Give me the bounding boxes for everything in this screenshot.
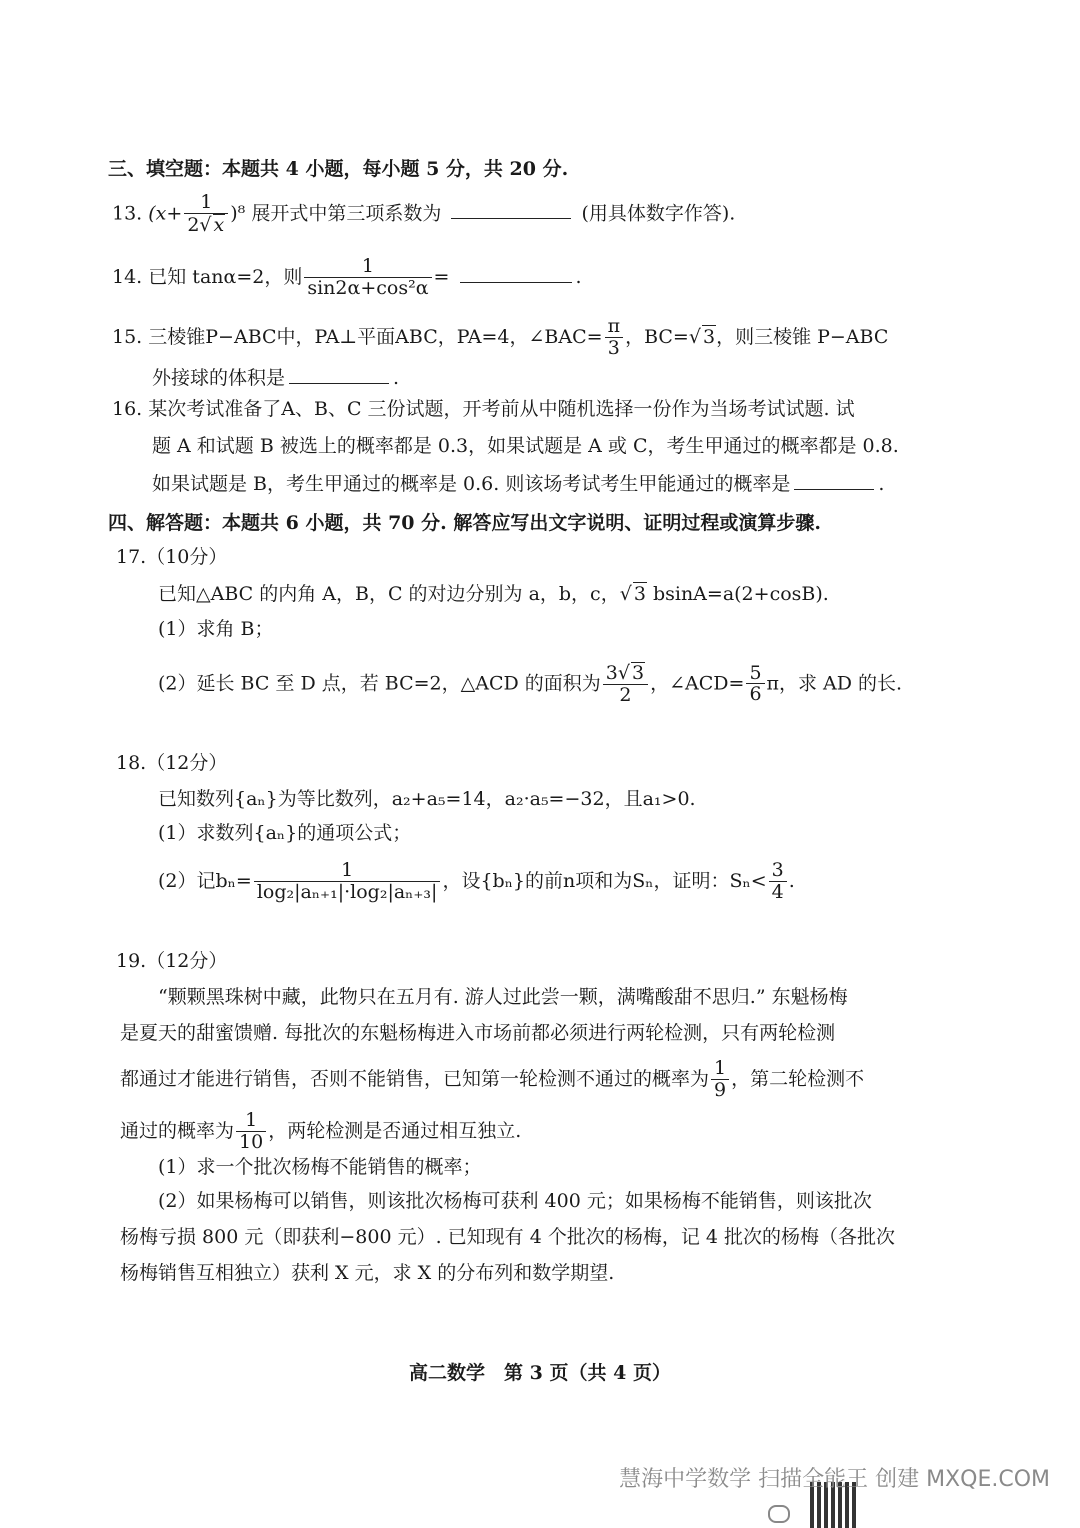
q17-area-radicand: 3 [632, 662, 645, 684]
watermark: 慧海中学数学 扫描全能王 创建 MXQE.COM [619, 1467, 1050, 1492]
q17-part-1: (1）求角 B； [158, 618, 274, 640]
q15-fraction [605, 316, 624, 360]
q14-frac-num: 1 [304, 256, 431, 278]
q18-fraction-bound [769, 860, 787, 904]
q15-answer-blank [289, 364, 389, 384]
q18-part-2-b: ，设{bₙ}的前n项和为Sₙ，证明：Sₙ< [442, 869, 767, 892]
q19-line-4-b: ，两轮检测是否通过相互独立. [268, 1119, 522, 1142]
question-14 [112, 256, 582, 300]
q14-end: . [575, 265, 582, 288]
q13-tail: (用具体数字作答). [581, 202, 736, 225]
q18-part-1: (1）求数列{aₙ}的通项公式； [158, 822, 412, 844]
q17-angle-num: 5 [746, 663, 764, 685]
q18-bound-den: 4 [771, 880, 784, 903]
q13-fraction [184, 192, 228, 237]
q19-second-num: 1 [236, 1110, 266, 1132]
q16-end: . [878, 473, 885, 495]
q19-line-3 [120, 1058, 864, 1102]
q19-part-2-line-2: 杨梅亏损 800 元（即获利−800 元）. 已知现有 4 个批次的杨梅，记 4 批次的杨梅（各批次 [120, 1226, 895, 1248]
q15-number: 15. [112, 325, 143, 348]
q17-stem-b: bsinA=a(2+cosB). [652, 583, 829, 605]
q17-part-2 [158, 662, 902, 707]
q18-part-2 [158, 860, 795, 904]
q18-part-2-a: (2）记bₙ= [158, 869, 252, 892]
q17-part-2-c: π，求 AD 的长. [766, 672, 903, 695]
q18-heading: 18.（12分） [116, 752, 228, 774]
q13-text: 展开式中第三项系数为 [251, 202, 442, 225]
q14-text: 已知 tanα=2，则 [148, 265, 303, 288]
q17-part-2-a: (2）延长 BC 至 D 点，若 BC=2，△ACD 的面积为 [158, 672, 601, 695]
question-16-line-2: 题 A 和试题 B 被选上的概率都是 0.3，如果试题是 A 或 C，考生甲通过的概率都是 0.8. [152, 435, 899, 457]
q18-bn-num: 1 [254, 860, 441, 882]
q13-exponent: )⁸ [230, 202, 246, 225]
sqrt-icon [620, 583, 632, 605]
q15-radicand: 3 [702, 325, 716, 348]
wechat-icon [768, 1505, 790, 1523]
q18-fraction-bn [254, 860, 441, 904]
q19-heading: 19.（12分） [116, 950, 228, 972]
q18-part-2-c: . [788, 869, 795, 892]
question-16-line-1 [112, 398, 855, 421]
q19-first-num: 1 [711, 1058, 729, 1080]
q19-line-2: 是夏天的甜蜜馈赠. 每批次的东魁杨梅进入市场前都必须进行两轮检测，只有两轮检测 [120, 1022, 836, 1044]
q18-stem: 已知数列{aₙ}为等比数列，a₂+a₅=14，a₂·a₅=−32，且a₁>0. [158, 788, 696, 810]
q19-part-1: (1）求一个批次杨梅不能销售的概率； [158, 1156, 482, 1178]
q15-text-b: ，BC= [625, 325, 689, 348]
q14-answer-blank [460, 263, 572, 283]
q15-text-d: 外接球的体积是 [152, 367, 286, 389]
q17-area-num [603, 662, 648, 685]
page-footer: 高二数学 第 3 页（共 4 页） [409, 1362, 671, 1384]
q13-answer-blank [451, 199, 571, 219]
q19-fraction-second [236, 1110, 266, 1154]
q19-part-2-line-1: (2）如果杨梅可以销售，则该批次杨梅可获利 400 元；如果杨梅不能销售，则该批次 [158, 1190, 872, 1212]
q17-angle-den: 6 [749, 683, 762, 706]
section-3-heading: 三、填空题：本题共 4 小题，每小题 5 分，共 20 分. [108, 158, 569, 180]
q15-text-c: ，则三棱锥 P−ABC [716, 325, 889, 348]
question-15-line-2 [152, 364, 399, 390]
q18-bound-num: 3 [769, 860, 787, 882]
question-13 [112, 192, 735, 237]
sqrt-icon [199, 214, 211, 236]
sqrt-icon [618, 662, 630, 684]
q14-number: 14. [112, 265, 143, 288]
section-4-heading: 四、解答题：本题共 6 小题，共 70 分. 解答应写出文字说明、证明过程或演算步骤. [108, 512, 821, 534]
q19-line-1: “颗颗黑珠树中藏，此物只在五月有. 游人过此尝一颗，满嘴酸甜不思归.” 东魁杨梅 [158, 986, 848, 1008]
q17-fraction-area [603, 662, 648, 707]
q16-number: 16. [112, 398, 143, 420]
q14-equals: = [433, 265, 450, 288]
q19-line-4 [120, 1110, 521, 1154]
q17-stem-a: 已知△ABC 的内角 A，B，C 的对边分别为 a，b，c， [158, 583, 620, 605]
q15-end: . [393, 367, 400, 389]
q19-line-4-a: 通过的概率为 [120, 1119, 235, 1142]
q16-text-3: 如果试题是 B，考生甲通过的概率是 0.6. 则该场考试考生甲能通过的概率是 [152, 473, 791, 495]
q17-part-2-b: ，∠ACD= [650, 672, 745, 695]
q18-bn-den: log₂|aₙ₊₁|·log₂|aₙ₊₃| [256, 880, 438, 903]
q13-den-coef: 2 [187, 213, 200, 236]
q15-text-a: 三棱锥P−ABC中，PA⊥平面ABC，PA=4，∠BAC= [148, 325, 603, 348]
q14-fraction [304, 256, 431, 300]
q16-text-1: 某次考试准备了A、B、C 三份试题，开考前从中随机选择一份作为当场考试试题. 试 [148, 398, 855, 420]
q17-heading: 17.（10分） [116, 546, 228, 568]
q15-frac-den: 3 [607, 336, 620, 359]
question-16-line-3 [152, 470, 884, 496]
q19-first-den: 9 [714, 1078, 727, 1101]
q17-area-den: 2 [619, 683, 632, 706]
q19-fraction-first [711, 1058, 729, 1102]
q13-frac-num: 1 [184, 192, 228, 214]
q13-frac-den [184, 214, 228, 237]
q17-fraction-angle [746, 663, 764, 707]
q19-line-3-b: ，第二轮检测不 [731, 1067, 865, 1090]
q19-part-2-line-3: 杨梅销售互相独立）获利 X 元，求 X 的分布列和数学期望. [120, 1262, 615, 1284]
q19-line-3-a: 都通过才能进行销售，否则不能销售，已知第一轮检测不通过的概率为 [120, 1067, 710, 1090]
q13-den-radicand: x [213, 213, 225, 236]
q17-radicand: 3 [633, 583, 646, 605]
question-15-line-1 [112, 316, 888, 360]
q16-answer-blank [794, 470, 874, 490]
q17-area-coef: 3 [605, 662, 618, 684]
sqrt-icon [689, 326, 701, 348]
q17-stem [158, 582, 829, 606]
q19-second-den: 10 [239, 1130, 264, 1153]
q15-frac-num: π [605, 316, 624, 338]
q14-frac-den: sin2α+cos²α [307, 276, 429, 299]
q13-number: 13. [112, 202, 143, 225]
q13-expr-open: (x+ [148, 202, 183, 225]
